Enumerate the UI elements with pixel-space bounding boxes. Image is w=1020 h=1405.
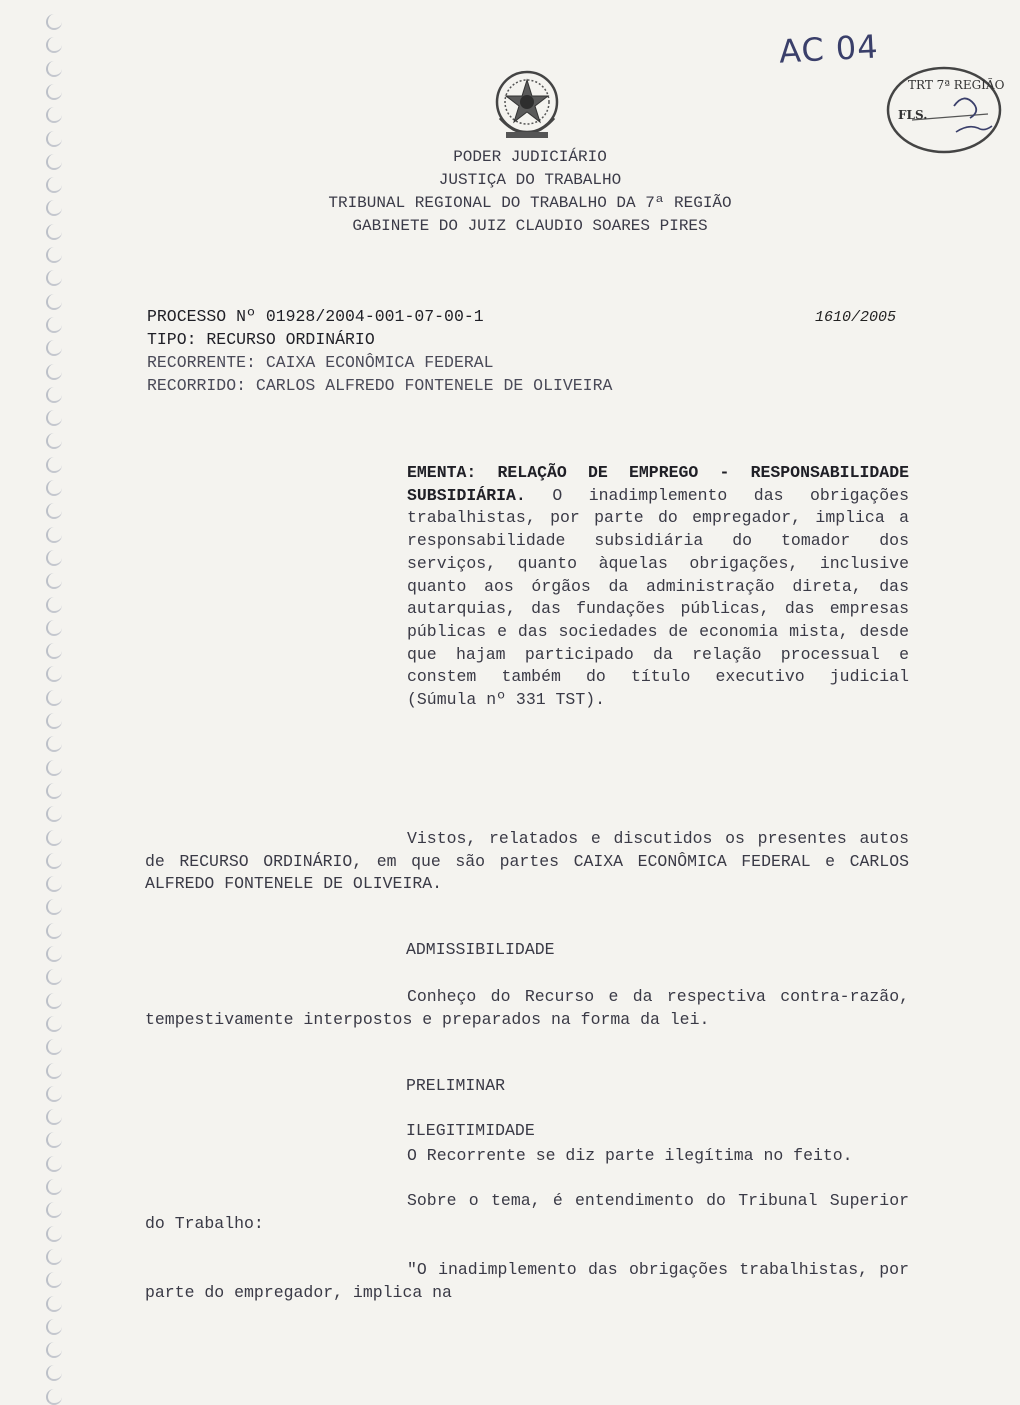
process-type: TIPO: RECURSO ORDINÁRIO (147, 330, 375, 349)
binding-hole (46, 527, 62, 543)
binding-hole (46, 503, 62, 519)
binding-hole (46, 410, 62, 426)
binding-hole (46, 1132, 62, 1148)
header-line-1: PODER JUDICIÁRIO (453, 148, 607, 166)
binding-hole (46, 853, 62, 869)
binding-hole (46, 200, 62, 216)
binding-hole (46, 1296, 62, 1312)
binding-hole (46, 1249, 62, 1265)
binding-hole (46, 14, 62, 30)
binding-hole (46, 1086, 62, 1102)
header-line-3: TRIBUNAL REGIONAL DO TRABALHO DA 7ª REGIÃO (328, 194, 732, 212)
header-line-2: JUSTIÇA DO TRABALHO (438, 171, 622, 189)
binding-hole (46, 713, 62, 729)
binding-hole (46, 550, 62, 566)
binding-hole (46, 1063, 62, 1079)
ementa-label: EMENTA: RELAÇÃO DE EMPREGO - RESPONSABILIDADE SUBSIDIÁRIA. (407, 463, 909, 505)
stamp-fls-label: FLS. (898, 108, 928, 122)
header-line-4: GABINETE DO JUIZ CLAUDIO SOARES PIRES (352, 217, 708, 235)
binding-hole (46, 1319, 62, 1335)
binding-hole (46, 270, 62, 286)
binding-hole (46, 107, 62, 123)
binding-hole (46, 830, 62, 846)
binding-hole (46, 783, 62, 799)
appellee: RECORRIDO: CARLOS ALFREDO FONTENELE DE OLIVEIRA (147, 376, 613, 395)
binding-hole (46, 364, 62, 380)
process-info (147, 305, 612, 397)
binding-hole (46, 923, 62, 939)
binding-hole (46, 433, 62, 449)
binding-hole (46, 690, 62, 706)
binding-hole (46, 294, 62, 310)
binding-hole (46, 1156, 62, 1172)
binding-hole (46, 61, 62, 77)
binding-hole (46, 247, 62, 263)
admissibilidade-paragraph: Conheço do Recurso e da respectiva contra-razão, tempestivamente interpostos e preparados na forma da lei. (145, 987, 909, 1029)
binding-hole (46, 1389, 62, 1405)
process-number: PROCESSO Nº 01928/2004-001-07-00-1 (147, 307, 484, 326)
admissibilidade-heading: ADMISSIBILIDADE (406, 940, 555, 959)
binding-hole (46, 806, 62, 822)
binding-hole (46, 760, 62, 776)
binding-hole (46, 480, 62, 496)
binding-hole (46, 597, 62, 613)
binding-hole (46, 1226, 62, 1242)
binding-hole (46, 37, 62, 53)
vistos-paragraph: Vistos, relatados e discutidos os presentes autos de RECURSO ORDINÁRIO, em que são partes CAIXA ECONÔMICA FEDERAL e CARLOS ALFREDO FONTENELE DE OLIVEIRA. (145, 829, 909, 893)
binding-hole (46, 1109, 62, 1125)
binding-hole (46, 1016, 62, 1032)
brazil-coat-of-arms-icon (490, 68, 564, 144)
binding-hole (46, 154, 62, 170)
binding-hole (46, 876, 62, 892)
binding-hole (46, 131, 62, 147)
document-number: 1610/2005 (815, 309, 897, 326)
spiral-binding (40, 0, 70, 1400)
binding-hole (46, 643, 62, 659)
binding-hole (46, 317, 62, 333)
binding-hole (46, 457, 62, 473)
ilegitimidade-paragraph: O Recorrente se diz parte ilegítima no feito. (407, 1146, 853, 1165)
binding-hole (46, 899, 62, 915)
court-header (230, 146, 830, 238)
binding-hole (46, 736, 62, 752)
binding-hole (46, 177, 62, 193)
binding-hole (46, 84, 62, 100)
binding-hole (46, 993, 62, 1009)
sobre-paragraph: Sobre o tema, é entendimento do Tribunal Superior do Trabalho: (145, 1191, 909, 1233)
ementa-text: O inadimplemento das obrigações trabalhistas, por parte do empregador, implica a responsabilidade subsidiária do tomador dos serviços, quanto àquelas obrigações, inclusive quanto aos órgãos da administração direta, das autarquias, das fundações públicas, das empresas públicas e das sociedades de economia mista, desde que hajam participado da relação processual e constem também do título executivo judicial (Súmula nº 331 TST). (407, 485, 909, 710)
binding-hole (46, 969, 62, 985)
binding-hole (46, 1039, 62, 1055)
binding-hole (46, 946, 62, 962)
binding-hole (46, 1202, 62, 1218)
binding-hole (46, 224, 62, 240)
binding-hole (46, 387, 62, 403)
binding-hole (46, 1365, 62, 1381)
quote-paragraph: "O inadimplemento das obrigações trabalhistas, por parte do empregador, implica na (145, 1260, 909, 1302)
binding-hole (46, 1179, 62, 1195)
ilegitimidade-heading: ILEGITIMIDADE (406, 1121, 535, 1140)
binding-hole (46, 666, 62, 682)
appellant: RECORRENTE: CAIXA ECONÔMICA FEDERAL (147, 353, 494, 372)
binding-hole (46, 620, 62, 636)
binding-hole (46, 1342, 62, 1358)
ementa-block (407, 462, 909, 712)
binding-hole (46, 1272, 62, 1288)
handwritten-annotation: AC 04 (778, 27, 880, 71)
binding-hole (46, 340, 62, 356)
binding-hole (46, 573, 62, 589)
preliminar-heading: PRELIMINAR (406, 1076, 506, 1095)
stamp-title: TRT 7ª REGIÃO (908, 78, 1005, 92)
